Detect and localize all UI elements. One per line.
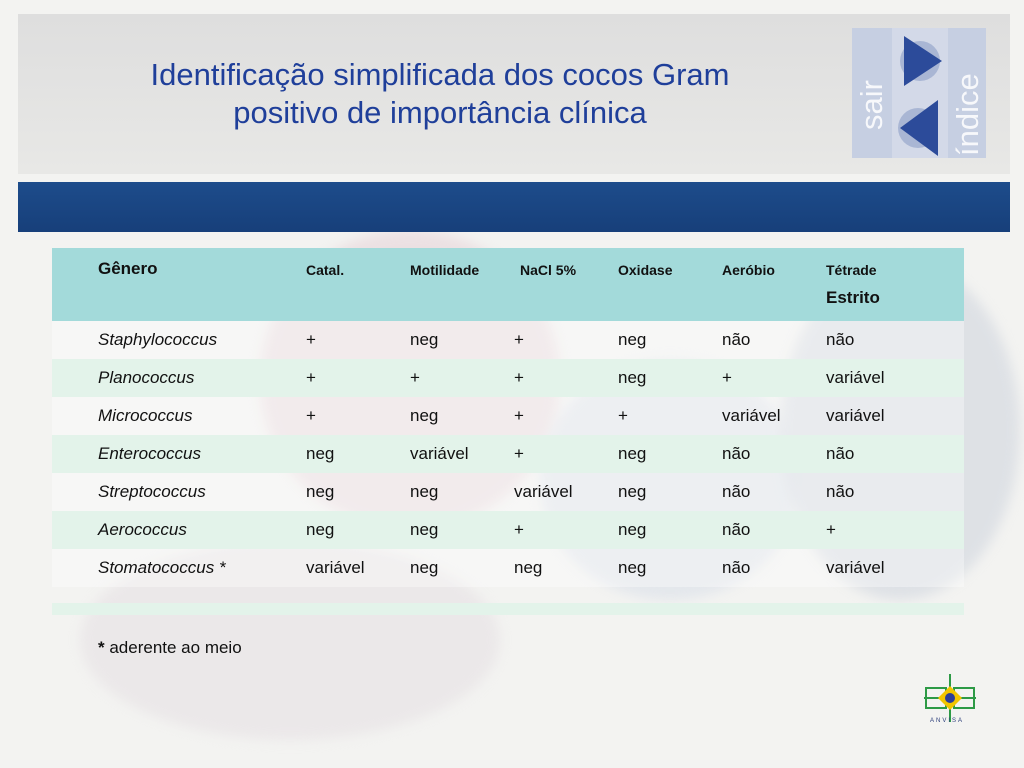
cell-oxidase: neg: [618, 558, 647, 577]
cell-nacl: variável: [514, 482, 573, 501]
cell-catal: neg: [306, 482, 335, 501]
cell-genero: Staphylococcus: [98, 330, 218, 349]
cell-genero: Micrococcus: [98, 406, 193, 425]
cell-motilidade: neg: [410, 520, 439, 539]
data-table: [52, 248, 964, 587]
cell-oxidase: neg: [618, 444, 647, 463]
cell-motilidade: variável: [410, 444, 469, 463]
cell-aerobio: não: [722, 444, 751, 463]
header-divider-bar: [18, 182, 1010, 232]
cell-aerobio: não: [722, 520, 751, 539]
col-header-catal: Catal.: [306, 262, 345, 278]
cell-aerobio: não: [722, 558, 751, 577]
col-header-motilidade: Motilidade: [410, 262, 480, 278]
cell-nacl: neg: [514, 558, 543, 577]
cell-nacl: +: [514, 368, 524, 387]
cell-aerobio: não: [722, 330, 751, 349]
cell-motilidade: neg: [410, 482, 439, 501]
cell-nacl: +: [514, 444, 524, 463]
cell-catal: neg: [306, 444, 335, 463]
footnote-text: aderente ao meio: [104, 638, 242, 657]
table-row: [52, 511, 964, 549]
cell-tetrade: +: [826, 520, 836, 539]
slide-title-line-1: Identificação simplificada dos cocos Gram: [150, 57, 730, 92]
nav-index-panel[interactable]: [948, 28, 986, 158]
cell-motilidade: neg: [410, 558, 439, 577]
col-header-oxidase: Oxidase: [618, 262, 673, 278]
cell-oxidase: neg: [618, 368, 647, 387]
play-left-icon[interactable]: [896, 98, 942, 152]
cell-oxidase: neg: [618, 520, 647, 539]
index-label[interactable]: índice: [950, 73, 985, 156]
cell-catal: variável: [306, 558, 365, 577]
cell-nacl: +: [514, 520, 524, 539]
cell-genero: Stomatococcus *: [98, 558, 226, 577]
table-row: [52, 321, 964, 359]
col-header-genero: Gênero: [98, 259, 158, 278]
col-header-tetrade-label: Tétrade: [826, 262, 877, 278]
cell-tetrade: não: [826, 482, 855, 501]
identification-table: [52, 248, 964, 615]
cell-tetrade: não: [826, 330, 855, 349]
cell-nacl: +: [514, 330, 524, 349]
col-header-tetrade: [826, 248, 964, 321]
cell-motilidade: neg: [410, 330, 439, 349]
cell-catal: +: [306, 406, 316, 425]
table-footer-band: [52, 603, 964, 615]
cell-oxidase: neg: [618, 330, 647, 349]
col-header-nacl-label: NaCl 5%: [520, 262, 577, 278]
cell-aerobio: não: [722, 482, 751, 501]
cell-catal: neg: [306, 520, 335, 539]
table-header-row: [52, 248, 964, 321]
cell-catal: +: [306, 368, 316, 387]
col-header-tetrade-sub: Estrito: [826, 288, 880, 307]
col-header-aerobio: Aeróbio: [722, 262, 775, 278]
cell-oxidase: +: [618, 406, 628, 425]
slide-title-line-2: positivo de importância clínica: [233, 95, 647, 130]
cell-aerobio: +: [722, 368, 732, 387]
cell-motilidade: +: [410, 368, 420, 387]
cell-catal: +: [306, 330, 316, 349]
footnote: [98, 638, 242, 658]
table-row: [52, 549, 964, 587]
cell-tetrade: variável: [826, 368, 885, 387]
table-row: [52, 435, 964, 473]
cell-genero: Planococcus: [98, 368, 195, 387]
cell-nacl: +: [514, 406, 524, 425]
cell-tetrade: variável: [826, 406, 885, 425]
play-right-icon[interactable]: [898, 34, 944, 88]
table-spacer: [52, 587, 964, 603]
cell-tetrade: variável: [826, 558, 885, 577]
cell-genero: Enterococcus: [98, 444, 201, 463]
cell-motilidade: neg: [410, 406, 439, 425]
table-row: [52, 397, 964, 435]
nav-exit-panel[interactable]: [852, 28, 892, 158]
cell-tetrade: não: [826, 444, 855, 463]
table-row: [52, 473, 964, 511]
cell-genero: Aerococcus: [98, 520, 187, 539]
col-header-nacl: [514, 248, 618, 321]
table-row: [52, 359, 964, 397]
anvisa-logo-text: ANVISA: [930, 718, 965, 724]
exit-label[interactable]: sair: [854, 80, 889, 130]
cell-oxidase: neg: [618, 482, 647, 501]
slide-navigation: [852, 28, 986, 158]
slide-title: [80, 56, 800, 132]
cell-genero: Streptococcus: [98, 482, 206, 501]
cell-aerobio: variável: [722, 406, 781, 425]
footnote-marker: *: [98, 638, 105, 657]
